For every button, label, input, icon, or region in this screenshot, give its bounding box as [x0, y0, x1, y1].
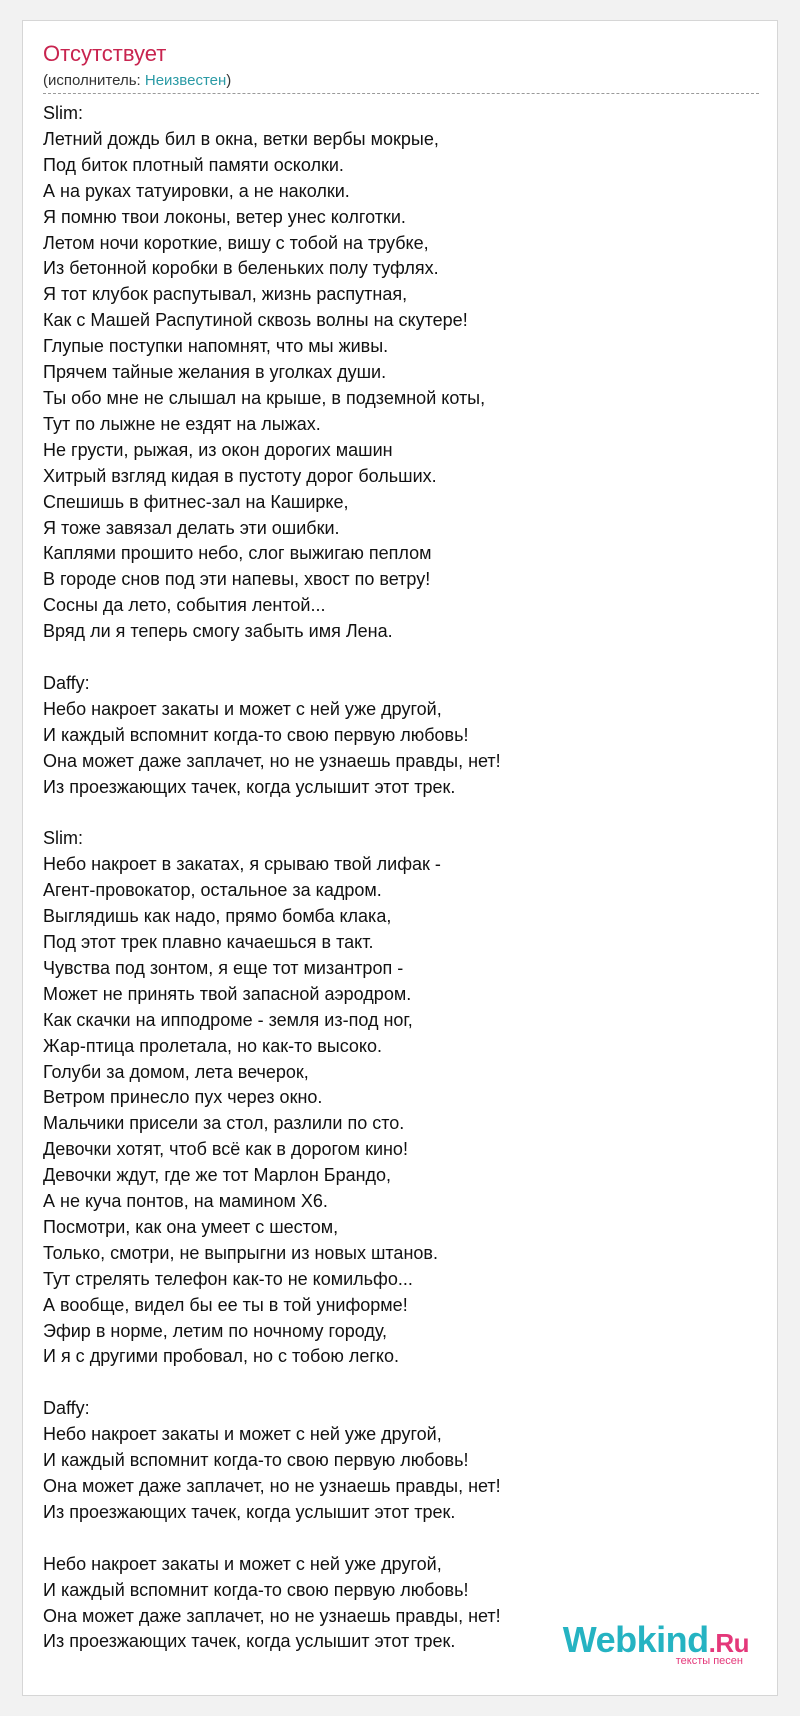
- lyric-line: Из бетонной коробки в беленьких полу туфлях.: [43, 258, 439, 279]
- lyric-line: Небо накроет закаты и может с ней уже другой,: [43, 698, 442, 719]
- lyric-line: А на руках татуировки, а не наколки.: [43, 180, 350, 201]
- lyric-line: Хитрый взгляд кидая в пустоту дорог больших.: [43, 465, 437, 486]
- lyric-line: Спешишь в фитнес-зал на Каширке,: [43, 491, 349, 512]
- lyric-line: Из проезжающих тачек, когда услышит этот трек.: [43, 1631, 456, 1652]
- lyric-line: И каждый вспомнит когда-то свою первую любовь!: [43, 1450, 469, 1471]
- lyric-line: Чувства под зонтом, я еще тот мизантроп -: [43, 957, 404, 978]
- song-title: Отсутствует: [43, 41, 167, 66]
- lyric-line: И я с другими пробовал, но с тобою легко.: [43, 1346, 400, 1367]
- lyric-line: Как с Машей Распутиной сквозь волны на скутере!: [43, 310, 468, 331]
- lyric-line: Под биток плотный памяти осколки.: [43, 154, 344, 175]
- site-logo[interactable]: [562, 1619, 749, 1667]
- lyric-line: В городе снов под эти напевы, хвост по ветру!: [43, 569, 431, 590]
- lyric-line: Жар-птица пролетала, но как-то высоко.: [43, 1035, 383, 1056]
- lyric-line: Летний дождь бил в окна, ветки вербы мокрые,: [43, 128, 439, 149]
- lyric-line: Slim:: [43, 828, 83, 849]
- lyric-line: Небо накроет закаты и может с ней уже другой,: [43, 1424, 442, 1445]
- lyric-line: Небо накроет в закатах, я срываю твой лифак -: [43, 854, 441, 875]
- artist-line: [43, 72, 231, 90]
- lyric-line: Она может даже заплачет, но не узнаешь правды, нет!: [43, 750, 501, 771]
- lyric-line: Как скачки на ипподроме - земля из-под ног,: [43, 1009, 413, 1030]
- lyric-line: Тут стрелять телефон как-то не комильфо...: [43, 1268, 413, 1289]
- lyric-line: Ты обо мне не слышал на крыше, в подземной коты,: [43, 387, 486, 408]
- lyric-line: Агент-провокатор, остальное за кадром.: [43, 880, 382, 901]
- verse: [43, 826, 743, 1370]
- logo-tld: .Ru: [708, 1628, 749, 1658]
- lyric-line: Может не принять твой запасной аэродром.: [43, 983, 412, 1004]
- lyric-line: Daffy:: [43, 1398, 90, 1419]
- artist-suffix: ): [226, 72, 232, 89]
- lyric-line: Эфир в норме, летим по ночному городу,: [43, 1320, 388, 1341]
- lyric-line: Мальчики присели за стол, разлили по сто.: [43, 1113, 405, 1134]
- title-divider: [43, 93, 759, 94]
- lyric-line: Посмотри, как она умеет с шестом,: [43, 1216, 339, 1237]
- lyric-line: Каплями прошито небо, слог выжигаю пеплом: [43, 543, 432, 564]
- lyric-line: Из проезжающих тачек, когда услышит этот трек.: [43, 776, 456, 797]
- lyric-line: А не куча понтов, на мамином Х6.: [43, 1191, 328, 1212]
- lyric-line: Slim:: [43, 103, 83, 123]
- lyric-line: Девочки хотят, чтоб всё как в дорогом кино!: [43, 1139, 408, 1160]
- lyric-line: Голуби за домом, лета вечерок,: [43, 1061, 309, 1082]
- lyric-line: Она может даже заплачет, но не узнаешь правды, нет!: [43, 1475, 501, 1496]
- lyric-line: Из проезжающих тачек, когда услышит этот трек.: [43, 1501, 456, 1522]
- lyric-line: Девочки ждут, где же тот Марлон Брандо,: [43, 1165, 392, 1186]
- logo-wordmark: [562, 1619, 749, 1660]
- lyric-line: Не грусти, рыжая, из окон дорогих машин: [43, 439, 393, 460]
- verse: [43, 671, 743, 801]
- lyric-line: И каждый вспомнит когда-то свою первую любовь!: [43, 1579, 469, 1600]
- verse: [43, 1396, 743, 1526]
- lyric-line: Я тоже завязал делать эти ошибки.: [43, 517, 340, 538]
- verse: [43, 101, 743, 645]
- lyric-line: А вообще, видел бы ее ты в той униформе!: [43, 1294, 408, 1315]
- lyric-line: Вряд ли я теперь смогу забыть имя Лена.: [43, 621, 393, 642]
- lyric-line: Сосны да лето, события лентой...: [43, 595, 326, 616]
- lyric-line: Тут по лыжне не ездят на лыжах.: [43, 413, 321, 434]
- lyric-line: И каждый вспомнит когда-то свою первую любовь!: [43, 724, 469, 745]
- lyric-line: Прячем тайные желания в уголках души.: [43, 362, 387, 383]
- lyrics-body: [43, 101, 743, 1655]
- lyric-line: Летом ночи короткие, вишу с тобой на трубке,: [43, 232, 429, 253]
- lyric-line: Глупые поступки напомнят, что мы живы.: [43, 336, 389, 357]
- logo-name: Webkind: [562, 1619, 709, 1660]
- artist-link[interactable]: Неизвестен: [144, 72, 227, 89]
- lyric-line: Только, смотри, не выпрыгни из новых штанов.: [43, 1242, 438, 1263]
- lyric-line: Я тот клубок распутывал, жизнь распутная,: [43, 284, 408, 305]
- lyric-line: Небо накроет закаты и может с ней уже другой,: [43, 1553, 442, 1574]
- artist-prefix: (исполнитель:: [43, 72, 145, 89]
- lyric-line: Я помню твои локоны, ветер унес колготки.: [43, 206, 406, 227]
- lyric-line: Daffy:: [43, 672, 90, 693]
- logo-tagline: тексты песен: [675, 1655, 743, 1667]
- lyric-line: Под этот трек плавно качаешься в такт.: [43, 931, 374, 952]
- lyric-line: Выглядишь как надо, прямо бомба клака,: [43, 906, 392, 927]
- lyrics-card: [22, 20, 778, 1696]
- lyric-line: Она может даже заплачет, но не узнаешь правды, нет!: [43, 1605, 501, 1626]
- lyric-line: Ветром принесло пух через окно.: [43, 1087, 323, 1108]
